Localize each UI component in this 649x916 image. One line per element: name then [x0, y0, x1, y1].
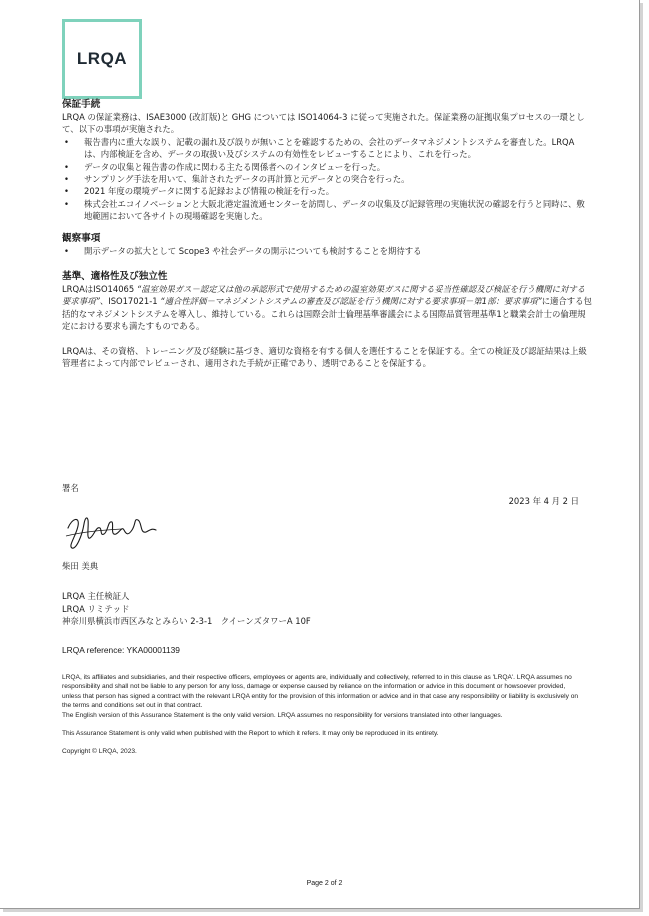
signer-title: LRQA 主任検証人 [62, 591, 130, 601]
statement-body [62, 99, 592, 370]
assurance-intro: LRQA の保証業務は、ISAE3000 (改訂版)と GHG については ISO14064-3 に従って実施された。保証業務の証拠収集プロセスの一環として、以下の事項が実施された。 [62, 112, 585, 135]
standards-text: 、ISO17021-1 [99, 296, 161, 307]
copyright: Copyright © LRQA, 2023. [62, 748, 137, 756]
standards-paragraph [62, 283, 592, 333]
company-name: LRQA リミテッド [62, 603, 130, 614]
signature-label: 署名 [62, 483, 79, 493]
observations-heading: 観察事項 [62, 232, 101, 244]
competence-paragraph: LRQAは、その資格、トレーニング及び経験に基づき、適切な資格を有する個人を選任することを保証する。全ての検証及び認証結果は上級管理者によって内部でレビューされ、適用された手続が正確であり、透明であることを保証する。 [62, 345, 587, 369]
signer-details [62, 590, 311, 628]
iso17021-title: “適合性評価－マネジメントシステムの審査及び認証を行う機関に対する要求事項－第1部：要求事項” [160, 296, 542, 307]
signer-name: 柴田 美典 [62, 561, 99, 571]
observations-list [62, 245, 592, 257]
list-item: • 開示データの拡大として Scope3 や社会データの開示についても検討することを期待する [62, 245, 592, 257]
standards-text: に適合する包括的なマネジメントシステムを導入し、維持している。これらは国際会計士倫理基準審議会による国際品質管理基準1と職業会計士の倫理規定における要求も満たすものである。 [62, 296, 592, 332]
list-item: • 2021 年度の環境データに関する記録および情報の検証を行った。 [62, 185, 592, 197]
list-item: • サンプリング手法を用いて、集計されたデータの再計算と元データとの突合を行った。 [62, 173, 592, 185]
disclaimer-paragraph: The English version of this Assurance Statement is the only valid version. LRQA assumes no responsibility for versions translated into other languages. [62, 711, 503, 719]
signature-date: 2023 年 4 月 2 日 [508, 496, 579, 506]
list-item: • データの収集と報告書の作成に関わる主たる関係者へのインタビューを行った。 [62, 161, 592, 173]
standards-text: LRQAはISO14065 [62, 284, 137, 295]
reference-number: LRQA reference: YKA00001139 [62, 645, 180, 655]
company-address: 神奈川県横浜市西区みなとみらい 2-3-1 クイーンズタワーA 10F [62, 616, 311, 627]
list-item: • 報告書内に重大な誤り、記載の漏れ及び誤りが無いことを確認するための、会社のデータマネジメントシステムを審査した。LRQA は、内部検証を含め、データの取扱い及びシステムの有効性をレビューすることにより、これを行った。 [62, 136, 592, 161]
assurance-heading: 保証手続 [62, 99, 101, 110]
logo-text: LRQA [76, 49, 128, 68]
lrqa-logo [62, 19, 142, 99]
page-number: Page 2 of 2 [306, 880, 343, 887]
legal-disclaimer [62, 673, 582, 766]
disclaimer-paragraph: LRQA, its affiliates and subsidiaries, and their respective officers, employees or agents are, individually and collectively, referred to in this clause as 'LRQA'. LRQA assumes no responsibility and shall not be liable to any person for any loss, damage or expense caused by reliance on the information or advice in this document or howsoever provided, unless that person has signed a contract with the relevant LRQA entity for the provision of this information or advice and in that case any responsibility or liability is exclusively on the terms and conditions set out in that contract. [62, 674, 579, 710]
list-item: • 株式会社エコイノベーションと大阪北港定温流通センターを訪問し、データの収集及び記録管理の実施状況の確認を行うと同時に、敷地範囲において各サイトの現場確認を実施した。 [62, 198, 592, 223]
iso14065-title: “温室効果ガス－認定又は他の承認形式で使用するための温室効果ガスに関する妥当性確認及び検証を行う機関に対する要求事項” [62, 284, 586, 307]
disclaimer-paragraph: This Assurance Statement is only valid when published with the Report to which it refers. It may only be reproduced in its entirety. [62, 730, 439, 738]
assurance-list [62, 136, 592, 223]
standards-heading: 基準、適格性及び独立性 [62, 271, 168, 283]
handwritten-signature [62, 506, 162, 554]
